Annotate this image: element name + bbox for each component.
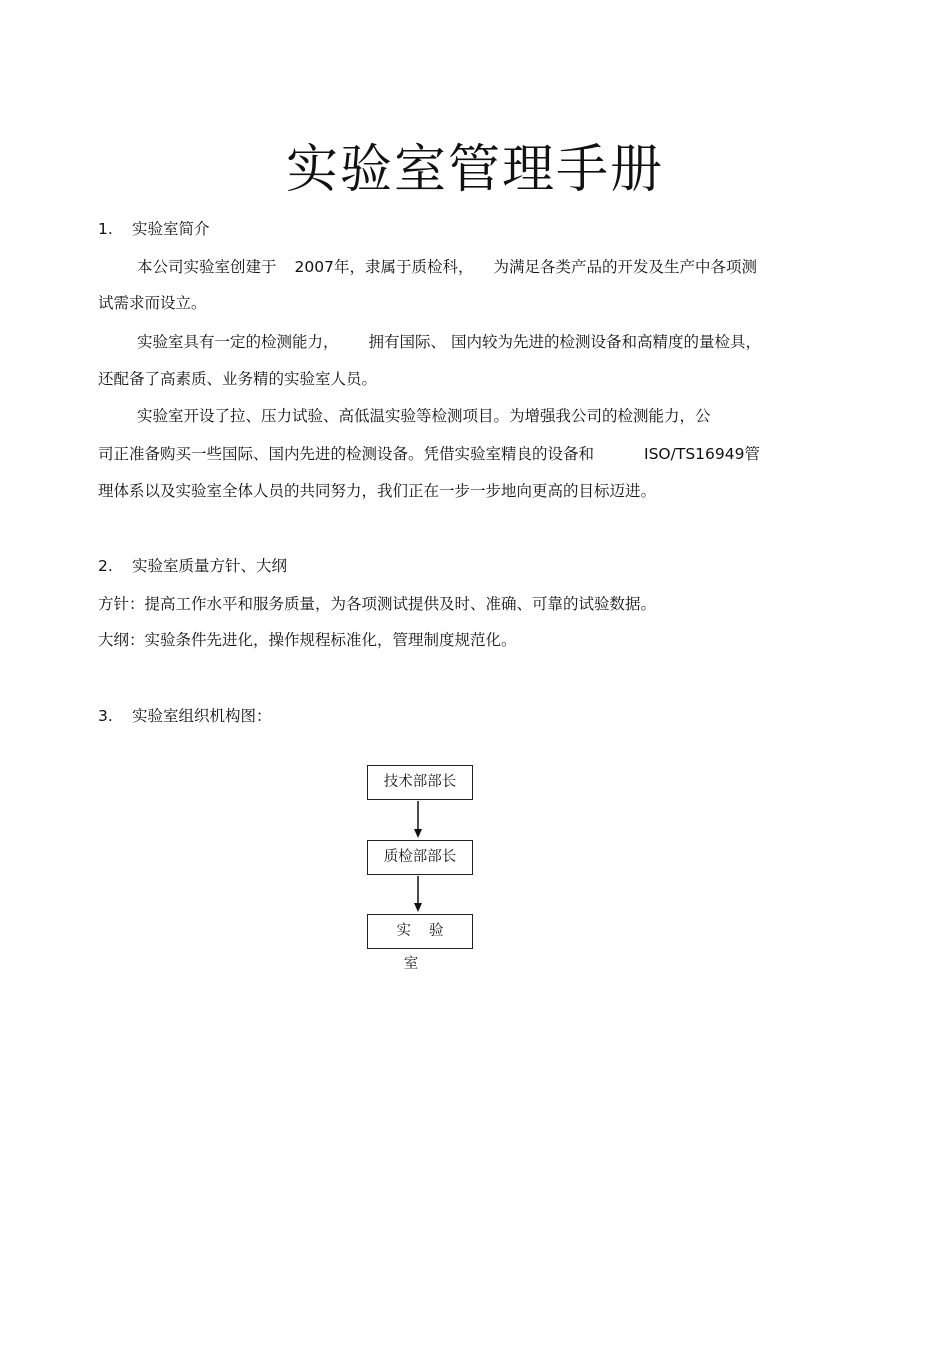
text-run: 拥有国际、 国内较为先进的检测设备和高精度的量检具，: [368, 333, 761, 351]
arrow-head: [414, 903, 422, 912]
document-title: 实验室管理手册: [285, 140, 664, 200]
text-run: ISO/TS16949管: [644, 445, 760, 463]
section-1-heading: [98, 218, 210, 240]
section-title: 实验室质量方针、大纲: [132, 557, 288, 575]
arrow-head: [414, 829, 422, 838]
text-run: 司正准备购买一些国际、国内先进的检测设备。凭借实验室精良的设备和: [98, 445, 595, 463]
org-node-laboratory: 实验室: [367, 914, 473, 949]
paragraph-3-line-1: 实验室开设了拉、压力试验、高低温实验等检测项目。为增强我公司的检测能力，公: [137, 407, 711, 425]
quality-policy: 方针：提高工作水平和服务质量，为各项测试提供及时、准确、可靠的试验数据。: [98, 595, 657, 613]
org-node-technical-director: 技术部部长: [367, 765, 473, 800]
text-run: 本公司实验室创建于: [137, 258, 277, 276]
quality-outline: 大纲：实验条件先进化，操作规程标准化，管理制度规范化。: [98, 631, 517, 649]
paragraph-2-line-1: [137, 331, 761, 353]
text-run: 为满足各类产品的开发及生产中各项测: [493, 258, 757, 276]
section-2-heading: [98, 555, 287, 577]
section-number: 3.: [98, 707, 113, 725]
paragraph-1-line-2: 试需求而设立。: [98, 294, 207, 312]
paragraph-3-line-3: 理体系以及实验室全体人员的共同努力，我们正在一步一步地向更高的目标迈进。: [98, 482, 657, 500]
section-title: 实验室组织机构图：: [132, 707, 272, 725]
section-number: 1.: [98, 220, 113, 238]
org-node-qc-director: 质检部部长: [367, 840, 473, 875]
paragraph-1-line-1: [137, 256, 757, 278]
section-3-heading: [98, 705, 272, 727]
text-run: 实验室具有一定的检测能力，: [137, 333, 339, 351]
paragraph-2-line-2: 还配备了高素质、业务精的实验室人员。: [98, 370, 378, 388]
section-title: 实验室简介: [132, 220, 210, 238]
text-run: 2007年，隶属于质检科，: [294, 258, 474, 276]
section-number: 2.: [98, 557, 113, 575]
paragraph-3-line-2: [98, 443, 760, 465]
